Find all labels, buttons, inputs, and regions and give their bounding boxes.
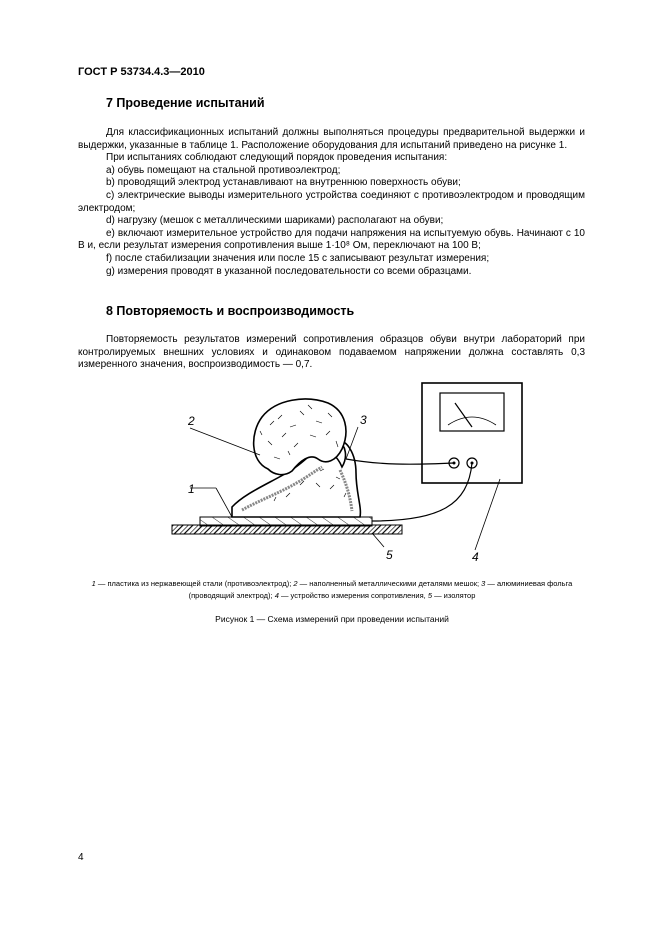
- label-3: 3: [360, 413, 367, 427]
- steel-counter-electrode: [200, 517, 372, 526]
- section-8-text: Повторяемость результатов измерений сопротивления образцов обуви внутри лабораторий при контролируемых внешних условиях и одинаковом подаваемом напряжении должна составлять 0,3 измеренного значения, воспроизводимость — 0,7.: [78, 334, 585, 371]
- leader-4: [475, 479, 500, 550]
- list-item-a: a) обувь помещают на стальной противоэлектрод;: [106, 164, 341, 176]
- list-item-d: d) нагрузку (мешок с металлическими шариками) располагают на обуви;: [106, 215, 444, 227]
- caption-text-2: — наполненный металлическими деталями мешок;: [297, 579, 482, 588]
- label-4: 4: [472, 550, 479, 564]
- page-number: 4: [78, 852, 84, 863]
- section-7-intro: Для классификационных испытаний должны выполняться процедуры предварительной выдержки и выдержки, указанные в таблице 1. Расположение оборудования для испытаний приведено на рисунке 1.: [78, 127, 585, 151]
- caption-text-1: — пластика из нержавеющей стали (противоэлектрод);: [95, 579, 294, 588]
- caption-text-5: — изолятор: [432, 591, 476, 600]
- caption-num-2: 2: [293, 579, 298, 588]
- leader-1-b: [216, 488, 232, 517]
- section-8-title: 8 Повторяемость и воспроизводимость: [106, 304, 355, 318]
- section-8-body: [78, 334, 585, 372]
- leader-5: [372, 533, 384, 547]
- label-1: 1: [188, 482, 195, 496]
- figure-title: Рисунок 1 — Схема измерений при проведении испытаний: [215, 614, 449, 624]
- caption-num-4: 4: [274, 591, 279, 600]
- caption-num-3: 3: [481, 579, 486, 588]
- section-7-body: [78, 127, 585, 278]
- document-header: ГОСТ Р 53734.4.3—2010: [78, 66, 205, 78]
- caption-text-3: — алюминиевая фольга (проводящий электрод);: [188, 579, 573, 600]
- caption-text-4: — устройство измерения сопротивления,: [278, 591, 428, 600]
- leader-2: [190, 428, 260, 455]
- figure-caption: [78, 578, 586, 602]
- list-item-f: f) после стабилизации значения или после 15 с записывают результат измерения;: [106, 252, 490, 264]
- label-2: 2: [188, 414, 195, 428]
- list-item-b: b) проводящий электрод устанавливают на внутреннюю поверхность обуви;: [106, 177, 461, 189]
- caption-num-5: 5: [427, 591, 433, 600]
- meter-dial: [440, 393, 504, 431]
- section-7-title: 7 Проведение испытаний: [106, 96, 265, 110]
- section-7-order: При испытаниях соблюдают следующий порядок проведения испытания:: [106, 152, 448, 164]
- list-item-g: g) измерения проводят в указанной последовательности со всеми образцами.: [106, 265, 472, 277]
- list-item-e: e) включают измерительное устройство для подачи напряжения на испытуемую обувь. Начинают с 10 В и, если результат измерения сопротивления выше 1·10⁸ Ом, переключают на 100 В;: [78, 227, 585, 252]
- list-item-c: c) электрические выводы измерительного устройства соединяют с противоэлектродом и проводящим электродом;: [78, 189, 585, 214]
- caption-num-1: 1: [91, 579, 96, 588]
- measurement-diagram: [150, 375, 530, 570]
- label-5: 5: [386, 548, 393, 562]
